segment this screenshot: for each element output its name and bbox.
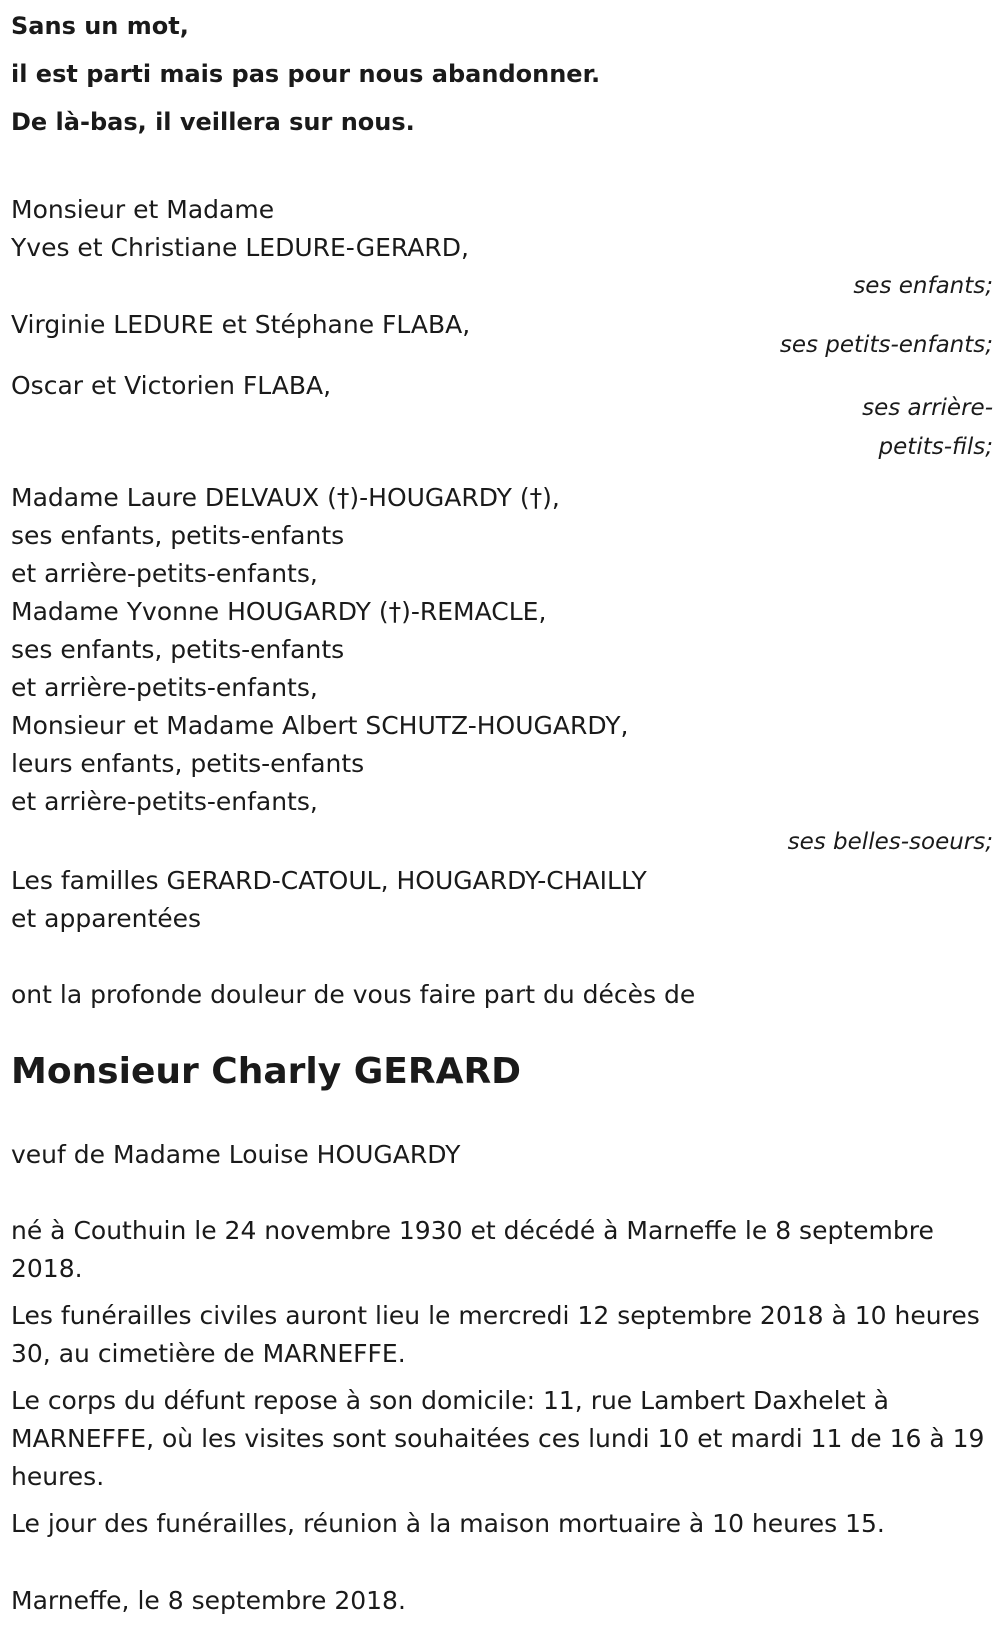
role-line: ses arrière- (862, 395, 993, 421)
epigraph-line: Sans un mot, (11, 12, 189, 40)
family-line: Oscar et Victorien FLABA, (11, 371, 332, 400)
children-role: ses enfants; (853, 273, 993, 299)
family-line: et arrière-petits-enfants, (11, 787, 318, 816)
deceased-name: Monsieur Charly GERARD (11, 1051, 522, 1092)
family-line: Virginie LEDURE et Stéphane FLABA, (11, 310, 471, 339)
family-line: ses enfants, petits-enfants (11, 521, 345, 550)
place-date: Marneffe, le 8 septembre 2018. (11, 1586, 406, 1615)
funeral-details (11, 1212, 993, 1543)
family-line: Madame Laure DELVAUX (†)-HOUGARDY (†), (11, 483, 560, 512)
grandchildren-role: ses petits-enfants; (779, 332, 993, 358)
family-line: ses enfants, petits-enfants (11, 635, 345, 664)
widower-of: veuf de Madame Louise HOUGARDY (11, 1140, 461, 1169)
families-group (11, 862, 993, 938)
family-line: et arrière-petits-enfants, (11, 559, 318, 588)
sisters-in-law-role: ses belles-soeurs; (787, 829, 993, 855)
funeral-paragraph: Les funérailles civiles auront lieu le mercredi 12 septembre 2018 à 10 heures 30, au cimetière de MARNEFFE. (11, 1301, 980, 1368)
epigraph (11, 2, 993, 146)
family-line: Monsieur et Madame Albert SCHUTZ-HOUGARDY, (11, 711, 629, 740)
announcement: ont la profonde douleur de vous faire part du décès de (11, 980, 696, 1009)
obituary-notice (11, 0, 993, 1620)
epigraph-line: il est parti mais pas pour nous abandonner. (11, 60, 601, 88)
sisters-in-law-group (11, 479, 993, 821)
family-line: et apparentées (11, 904, 202, 933)
family-line: Madame Yvonne HOUGARDY (†)-REMACLE, (11, 597, 547, 626)
family-line: Yves et Christiane LEDURE-GERARD, (11, 233, 469, 262)
family-line: Monsieur et Madame (11, 195, 275, 224)
role-line: petits-fils; (878, 434, 993, 460)
children-group (11, 191, 993, 267)
family-line: leurs enfants, petits-enfants (11, 749, 365, 778)
epigraph-line: De là-bas, il veillera sur nous. (11, 108, 415, 136)
visitation-paragraph: Le corps du défunt repose à son domicile: 11, rue Lambert Daxhelet à MARNEFFE, où les visites sont souhaitées ces lundi 10 et mardi 11 de 16 à 19 heures. (11, 1386, 985, 1491)
birth-death-paragraph: né à Couthuin le 24 novembre 1930 et décédé à Marneffe le 8 septembre 2018. (11, 1216, 934, 1283)
gathering-paragraph: Le jour des funérailles, réunion à la maison mortuaire à 10 heures 15. (11, 1509, 885, 1538)
family-line: et arrière-petits-enfants, (11, 673, 318, 702)
family-line: Les familles GERARD-CATOUL, HOUGARDY-CHAILLY (11, 866, 647, 895)
